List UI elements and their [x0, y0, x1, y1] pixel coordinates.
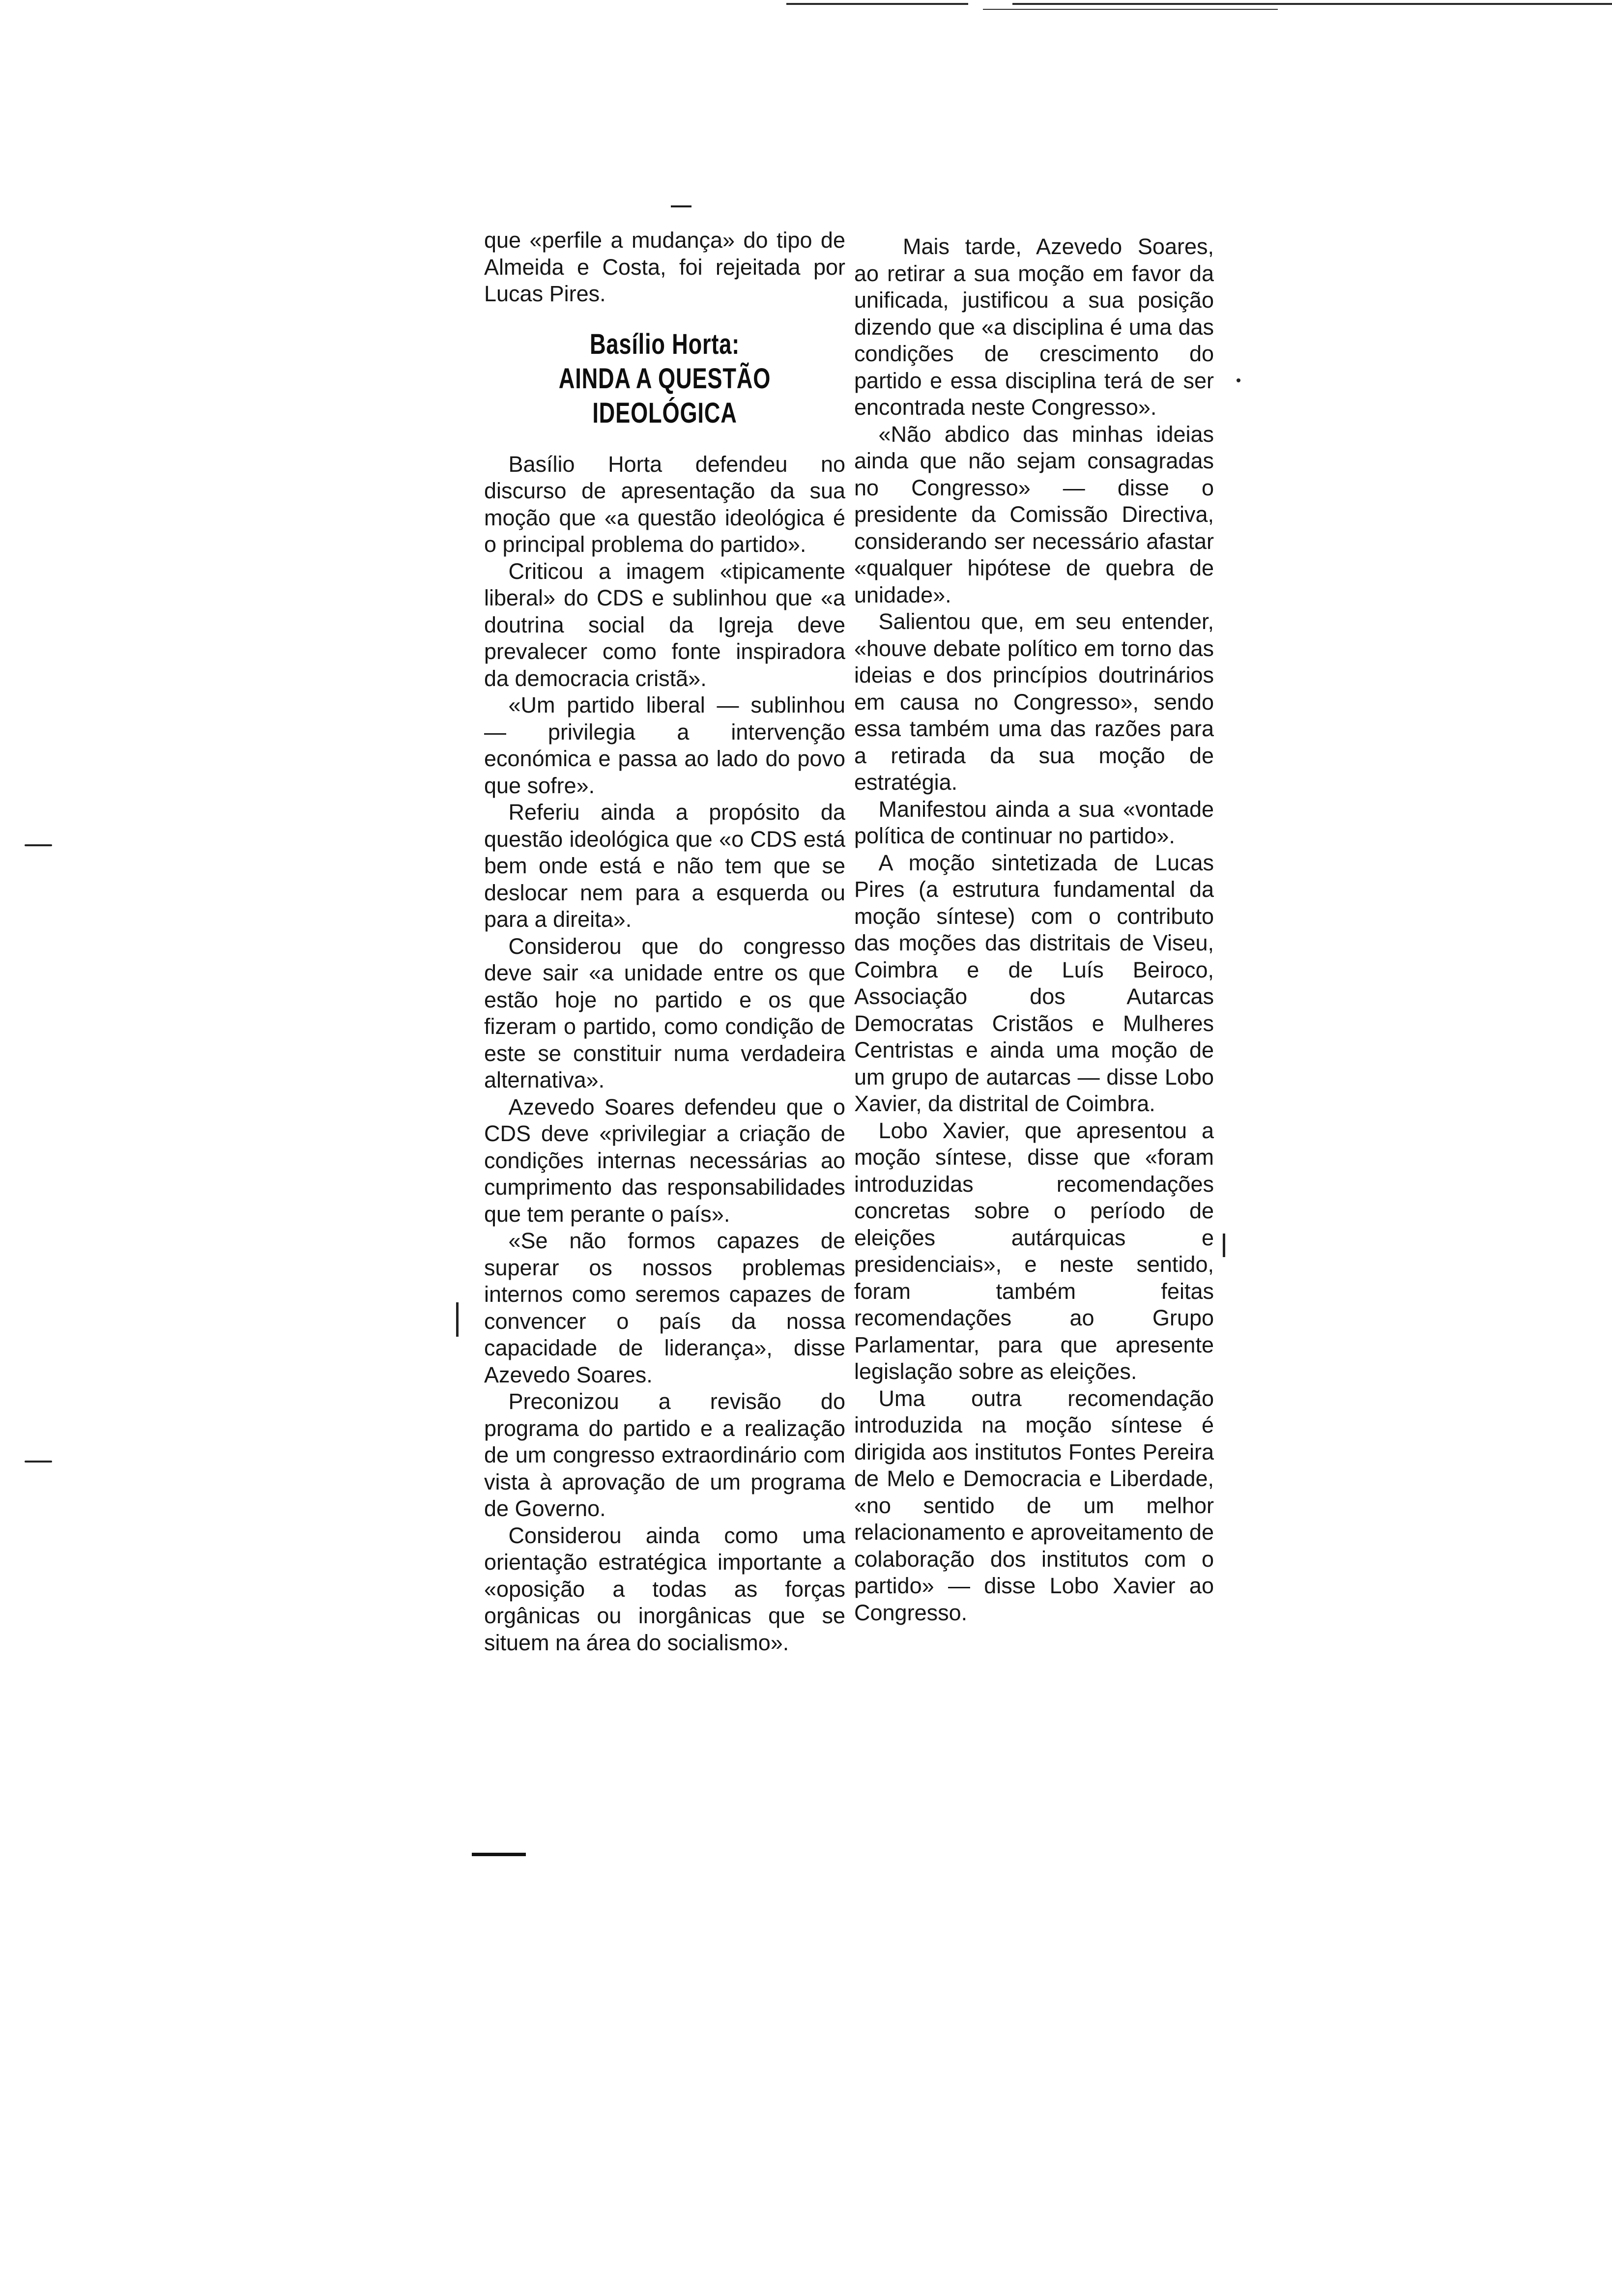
article-paragraph: Basílio Horta defendeu no discurso de apresentação da sua moção que «a questão ideológica é o principal problema do partido». — [484, 451, 845, 557]
article-paragraph: «Não abdico das minhas ideias ainda que não sejam consagradas no Congresso» — disse o presidente da Comissão Directiva, considerando ser necessário afastar «qualquer hipótese de quebra de unidade». — [854, 421, 1214, 607]
scan-edge-line — [983, 9, 1278, 10]
article-paragraph: «Um partido liberal — sublinhou — privilegia a intervenção económica e passa ao lado do povo que sofre». — [484, 692, 845, 798]
heading-line-2: AINDA A QUESTÃO — [558, 362, 771, 395]
scan-edge-line — [786, 3, 968, 5]
end-rule — [472, 1853, 526, 1856]
top-dash — [671, 205, 691, 207]
article-paragraph: Mais tarde, Azevedo Soares, ao retirar a sua moção em favor da unificada, justificou a sua posição dizendo que «a disciplina é uma das condições de crescimento do partido e essa disciplina terá de ser encontrada neste Congresso». — [854, 234, 1214, 420]
left-column — [484, 227, 845, 1656]
article-paragraph: Uma outra recomendação introduzida na moção síntese é dirigida aos institutos Fontes Pereira de Melo e Democracia e Liberdade, «no sentido de um melhor relacionamento e aproveitamento de colaboração dos institutos com o partido» — disse Lobo Xavier ao Congresso. — [854, 1385, 1214, 1625]
section-heading — [524, 327, 806, 430]
article-paragraph: Lobo Xavier, que apresentou a moção síntese, disse que «foram introduzidas recomendações concretas sobre o período de eleições autárquicas e presidenciais», e neste sentido, foram também feitas recomendações ao Grupo Parlamentar, para que apresente legislação sobre as eleições. — [854, 1118, 1214, 1384]
article-paragraph: A moção sintetizada de Lucas Pires (a estrutura fundamental da moção síntese) com o contributo das moções das distritais de Viseu, Coimbra e de Luís Beiroco, Associação dos Autarcas Democratas Cristãos e Mulheres Centristas e ainda uma moção de um grupo de autarcas — disse Lobo Xavier, da distrital de Coimbra. — [854, 850, 1214, 1116]
article-paragraph: Criticou a imagem «tipicamente liberal» do CDS e sublinhou que «a doutrina social da Igreja deve prevalecer como fonte inspiradora da democracia cristã». — [484, 558, 845, 691]
article-paragraph: Considerou que do congresso deve sair «a unidade entre os que estão hoje no partido e os que fizeram o partido, como condição de este se constituir numa verdadeira alternativa». — [484, 933, 845, 1092]
article-paragraph: Salientou que, em seu entender, «houve debate político em torno das ideias e dos princípios doutrinários em causa no Congresso», sendo essa também uma das razões para a retirada da sua moção de estratégia. — [854, 609, 1214, 795]
margin-mark — [1223, 1234, 1225, 1257]
heading-line-3: IDEOLÓGICA — [592, 397, 737, 429]
article-paragraph: Azevedo Soares defendeu que o CDS deve «privilegiar a criação de condições internas necessárias ao cumprimento das responsabilidades que tem perante o país». — [484, 1094, 845, 1227]
margin-mark — [25, 844, 52, 846]
margin-mark — [25, 1461, 52, 1463]
right-column — [854, 233, 1214, 1626]
article-paragraph: Considerou ainda como uma orientação estratégica importante a «oposição a todas as forças orgânicas ou inorgânicas que se situem na área do socialismo». — [484, 1522, 845, 1655]
intro-paragraph: que «perfile a mudança» do tipo de Almeida e Costa, foi rejeitada por Lucas Pires. — [484, 228, 845, 306]
article-paragraph: Manifestou ainda a sua «vontade política de continuar no partido». — [854, 796, 1214, 848]
scan-edge-line — [1012, 3, 1612, 5]
margin-mark — [1237, 378, 1240, 382]
article-paragraph: «Se não formos capazes de superar os nossos problemas internos como seremos capazes de convencer o país da nossa capacidade de liderança», disse Azevedo Soares. — [484, 1228, 845, 1387]
heading-line-1: Basílio Horta: — [589, 328, 740, 360]
article-paragraph: Preconizou a revisão do programa do partido e a realização de um congresso extraordinário com vista à aprovação de um programa de Governo. — [484, 1389, 845, 1521]
margin-mark — [456, 1302, 459, 1337]
article-paragraph: Referiu ainda a propósito da questão ideológica que «o CDS está bem onde está e não tem que se deslocar nem para a esquerda ou para a direita». — [484, 800, 845, 932]
